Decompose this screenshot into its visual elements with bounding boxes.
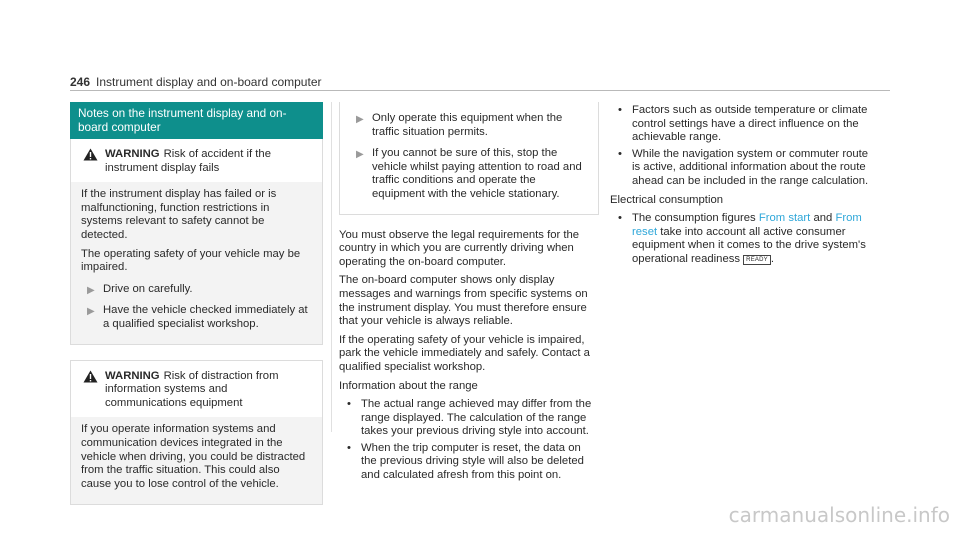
- paragraph: Information about the range: [339, 379, 478, 392]
- subheading: Electrical consumption: [610, 193, 724, 206]
- list-text: and: [810, 212, 836, 225]
- instruction-step: [350, 147, 588, 201]
- column-divider: [331, 102, 332, 432]
- step-text: Have the vehicle checked immediately at a qualified specialist workshop.: [103, 304, 308, 330]
- warning-label: WARNING: [105, 369, 160, 382]
- warning-box-distraction: [70, 360, 323, 506]
- warning-text: If you operate information systems and communication devices integrated in the vehicle when driving, you could be distracted from the traffic situation. This could also cause you to lose control of the vehicle.: [81, 423, 306, 490]
- warning-heading: [81, 148, 312, 175]
- paragraph: If the operating safety of your vehicle is impaired, park the vehicle immediately and safely. Contact a qualified specialist workshop.: [339, 333, 590, 373]
- step-text: Only operate this equipment when the traffic situation permits.: [372, 112, 563, 138]
- warning-body: [71, 417, 322, 504]
- step-arrow-icon: ▶: [87, 306, 95, 318]
- column-left: [70, 102, 323, 505]
- step-text: Drive on carefully.: [103, 282, 193, 295]
- section-banner: Notes on the instrument display and on-board computer: [70, 102, 323, 139]
- warning-headline: Risk of distraction from information systems and communications equipment: [105, 369, 279, 409]
- list-text: The consumption figures: [632, 212, 759, 225]
- paragraph: You must observe the legal requirements for the country in which you are currently driving when operating the on-board computer.: [339, 228, 580, 268]
- list-item: • Factors such as outside temperature or climate control settings have a direct influence on the achievable range.: [610, 104, 870, 145]
- step-arrow-icon: ▶: [87, 284, 95, 296]
- warning-text: The operating safety of your vehicle may be impaired.: [81, 247, 301, 274]
- warning-triangle-icon: [83, 370, 98, 383]
- paragraph: The on-board computer shows only display messages and warnings from specific systems on the instrument display. You must therefore ensure that your vehicle is always reliable.: [339, 274, 588, 328]
- step-arrow-icon: ▶: [356, 149, 364, 161]
- warning-body: [71, 182, 322, 343]
- ready-icon: READY: [743, 255, 771, 265]
- instruction-step: [81, 283, 312, 297]
- list-item: [610, 212, 870, 266]
- page-number: 246: [70, 75, 91, 89]
- warning-box-display-failure: [70, 139, 323, 345]
- watermark: carmanualsonline.info: [728, 503, 950, 527]
- instruction-step: [350, 112, 588, 139]
- warning-text: If the instrument display has failed or is malfunctioning, function restrictions in systems relevant to safety cannot be detected.: [81, 188, 277, 241]
- step-arrow-icon: ▶: [356, 114, 364, 125]
- column-right: [610, 102, 870, 270]
- list-item: • When the trip computer is reset, the data on the previous driving style will also be deleted and calculated afresh from this point on.: [339, 442, 599, 483]
- list-text: take into account all active consumer equipment when it comes to the drive system's operational readiness: [632, 225, 866, 265]
- from-reset-link[interactable]: From reset: [632, 212, 862, 238]
- warning-triangle-icon: [83, 148, 98, 161]
- header-rule: [70, 90, 890, 91]
- warning-label: WARNING: [105, 148, 160, 160]
- list-item: • While the navigation system or commuter route is active, additional information about the route ahead can be included in the range calculation.: [610, 148, 870, 189]
- from-start-link[interactable]: From start: [758, 212, 811, 225]
- page-header-title: Instrument display and on-board computer: [96, 75, 322, 89]
- instruction-step: [81, 304, 312, 331]
- page-header: [70, 75, 322, 89]
- list-item: • The actual range achieved may differ from the range displayed. The calculation of the range takes your previous driving style into account.: [339, 398, 599, 439]
- warning-headline: Risk of accident if the instrument display fails: [105, 148, 271, 174]
- list-text: .: [770, 252, 774, 265]
- warning-heading: [81, 370, 312, 411]
- step-text: If you cannot be sure of this, stop the vehicle whilst paying attention to road and traffic conditions and operate the equipment with the vehicle stationary.: [372, 147, 582, 200]
- column-middle: [339, 102, 599, 486]
- warning-continuation-box: [339, 102, 599, 215]
